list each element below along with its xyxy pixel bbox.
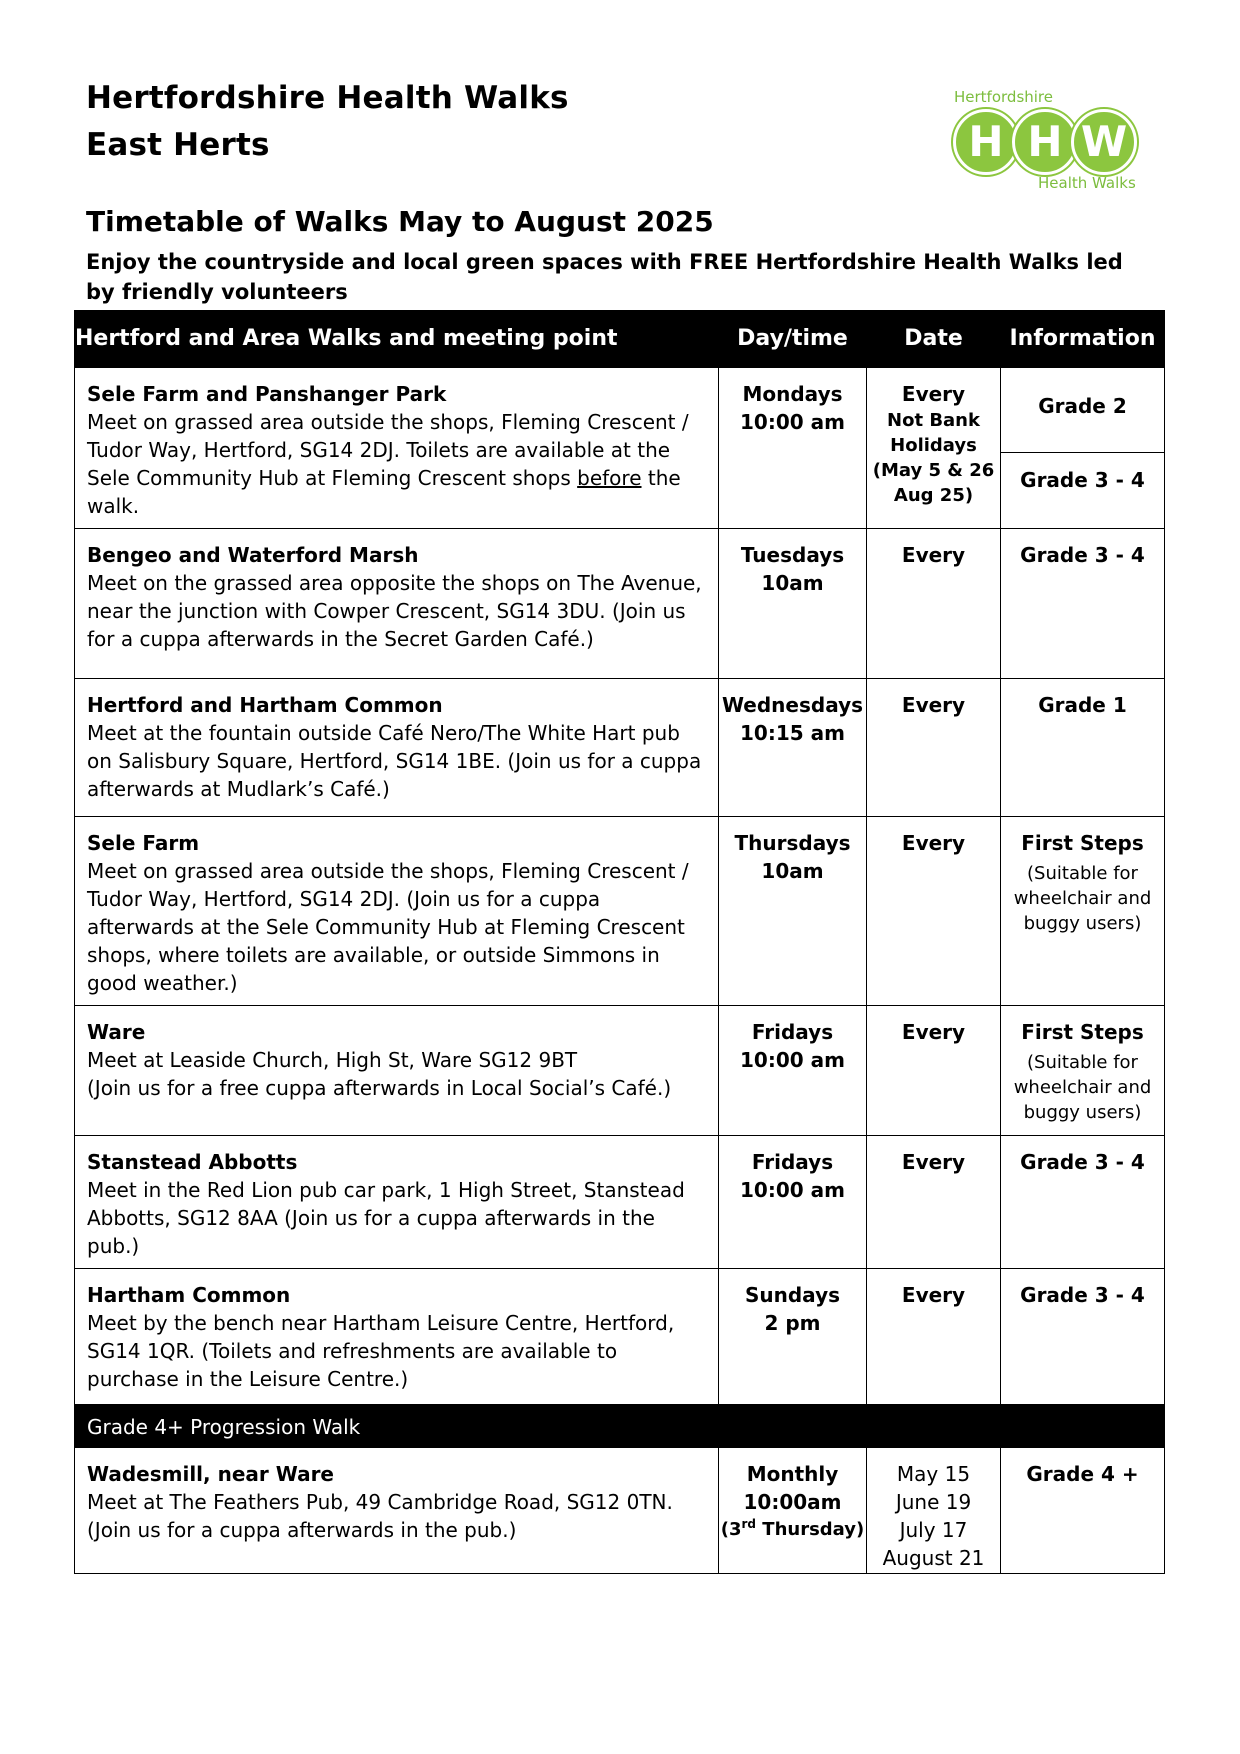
accessibility-note: (Suitable for wheelchair and buggy users): [1013, 863, 1152, 934]
grade-label: Grade 4 +: [1001, 1448, 1165, 1574]
walk-description: Meet by the bench near Hartham Leisure Centre, Hertford, SG14 1QR. (Toilets and refreshments are available to purchase in the Leisure Centre.): [87, 1311, 675, 1391]
walk-date: Every: [867, 1269, 1001, 1405]
walk-cell: [75, 368, 719, 529]
walks-timetable: [74, 310, 1165, 1574]
day-time-cell: [719, 368, 867, 529]
walk-date: May 15: [896, 1462, 971, 1486]
walk-day: Monthly: [746, 1462, 839, 1486]
table-header-row: [75, 311, 1165, 368]
grade-label: Grade 3 - 4: [1020, 468, 1145, 492]
day-time-cell: [719, 679, 867, 817]
column-header: Information: [1001, 311, 1165, 368]
walk-date: Every: [867, 817, 1001, 1006]
logo-letter-h2: H: [1012, 109, 1078, 175]
day-time-cell: [719, 1269, 867, 1405]
walk-cell: [75, 1006, 719, 1136]
walk-time: 10am: [761, 571, 824, 595]
bank-holiday-note: Not Bank Holidays (May 5 & 26 Aug 25): [872, 410, 995, 506]
walk-date: Every: [867, 1006, 1001, 1136]
day-time-cell: [719, 1006, 867, 1136]
walk-time: 10:00 am: [740, 1048, 845, 1072]
walk-time: 10:00am: [743, 1490, 842, 1514]
grade-label: First Steps: [1021, 1020, 1144, 1044]
walk-description-extra: (Join us for a free cuppa afterwards in Local Social’s Café.): [87, 1076, 672, 1100]
walk-name: Sele Farm and Panshanger Park: [87, 382, 447, 406]
logo-letter-h1: H: [953, 109, 1019, 175]
table-row: [75, 817, 1165, 1006]
walk-cell: [75, 1448, 719, 1574]
walk-date: Every: [901, 382, 966, 406]
day-time-cell: [719, 529, 867, 679]
table-row: [75, 1006, 1165, 1136]
grade-label: Grade 2: [1001, 380, 1164, 453]
walk-time: 2 pm: [764, 1311, 821, 1335]
walk-cell: [75, 529, 719, 679]
walk-time: 10:00 am: [740, 1178, 845, 1202]
walk-description: Meet in the Red Lion pub car park, 1 High Street, Stanstead Abbotts, SG12 8AA (Join us for a cuppa afterwards in the pub.): [87, 1178, 685, 1258]
walk-description-extra: (Join us for a cuppa afterwards in the pub.): [87, 1518, 517, 1542]
walk-name: Wadesmill, near Ware: [87, 1462, 334, 1486]
walk-day: Tuesdays: [740, 543, 845, 567]
walk-date: June 19: [895, 1490, 972, 1514]
table-row: [75, 679, 1165, 817]
page-subtitle-area: East Herts: [86, 127, 270, 163]
column-header: Hertford and Area Walks and meeting point: [75, 311, 719, 368]
walk-description: Meet at The Feathers Pub, 49 Cambridge Road, SG12 0TN.: [87, 1490, 673, 1514]
walk-day: Fridays: [751, 1020, 834, 1044]
walk-cell: [75, 1269, 719, 1405]
walk-date: July 17: [899, 1518, 968, 1542]
column-header: Date: [867, 311, 1001, 368]
walk-name: Hertford and Hartham Common: [87, 693, 443, 717]
walk-time: 10:15 am: [740, 721, 845, 745]
grade-label: Grade 3 - 4: [1001, 529, 1165, 679]
walk-day: Mondays: [742, 382, 843, 406]
walk-description: Meet on grassed area outside the shops, Fleming Crescent / Tudor Way, Hertford, SG14 2DJ. Toilets are available at the Sele Community Hub at Fleming Crescent shops before the walk.: [87, 410, 689, 518]
table-row: [75, 529, 1165, 679]
info-cell: [1001, 817, 1165, 1006]
grade-label: Grade 3 - 4: [1001, 1269, 1165, 1405]
table-row: [75, 368, 1165, 529]
walk-name: Stanstead Abbotts: [87, 1150, 298, 1174]
grade-label: Grade 3 - 4: [1001, 1136, 1165, 1269]
table-row: [75, 1448, 1165, 1574]
accessibility-note: (Suitable for wheelchair and buggy users): [1013, 1052, 1152, 1123]
timetable-heading: Timetable of Walks May to August 2025: [86, 205, 714, 238]
info-cell: [1001, 1006, 1165, 1136]
info-cell: [1001, 368, 1165, 529]
page-title: Hertfordshire Health Walks: [86, 80, 569, 116]
day-time-cell: [719, 1136, 867, 1269]
grade-label: First Steps: [1021, 831, 1144, 855]
walk-cell: [75, 679, 719, 817]
intro-text: Enjoy the countryside and local green spaces with FREE Hertfordshire Health Walks led by friendly volunteers: [86, 250, 1123, 304]
walk-name: Sele Farm: [87, 831, 200, 855]
walk-name: Ware: [87, 1020, 146, 1044]
walk-date: Every: [867, 529, 1001, 679]
walk-day: Sundays: [744, 1283, 841, 1307]
date-cell: [867, 368, 1001, 529]
walk-description: Meet at Leaside Church, High St, Ware SG12 9BT: [87, 1048, 578, 1072]
table-row: [75, 1269, 1165, 1405]
progression-band-label: Grade 4+ Progression Walk: [75, 1405, 1165, 1448]
day-time-cell: [719, 817, 867, 1006]
walk-description: Meet on grassed area outside the shops, Fleming Crescent / Tudor Way, Hertford, SG14 2DJ. (Join us for a cuppa afterwards at the Sele Community Hub at Fleming Crescent shops, where toilets are available, or outside Simmons in good weather.): [87, 859, 689, 995]
walk-date: August 21: [882, 1546, 985, 1570]
walk-time: 10:00 am: [740, 410, 845, 434]
logo-bottom-text: Health Walks: [1038, 174, 1136, 192]
day-time-cell: [719, 1448, 867, 1574]
walk-day: Thursdays: [734, 831, 851, 855]
logo-top-text: Hertfordshire: [954, 88, 1053, 106]
underlined-word: before: [577, 466, 642, 490]
table-row: [75, 1136, 1165, 1269]
walk-cell: [75, 1136, 719, 1269]
progression-band-row: [75, 1405, 1165, 1448]
walk-day: Fridays: [751, 1150, 834, 1174]
monthly-note: (3rd Thursday): [720, 1517, 865, 1540]
logo-letter-w: W: [1071, 109, 1137, 175]
walk-description: Meet at the fountain outside Café Nero/The White Hart pub on Salisbury Square, Hertford, SG14 1BE. (Join us for a cuppa afterwards at Mudlark’s Café.): [87, 721, 702, 801]
walk-time: 10am: [761, 859, 824, 883]
walk-description: Meet on the grassed area opposite the shops on The Avenue, near the junction with Cowper Crescent, SG14 3DU. (Join us for a cuppa afterwards in the Secret Garden Café.): [87, 571, 702, 651]
walk-date: Every: [867, 679, 1001, 817]
walk-name: Bengeo and Waterford Marsh: [87, 543, 419, 567]
dates-cell: [867, 1448, 1001, 1574]
walk-name: Hartham Common: [87, 1283, 291, 1307]
column-header: Day/time: [719, 311, 867, 368]
hhw-logo: [948, 88, 1148, 198]
walk-cell: [75, 817, 719, 1006]
walk-date: Every: [867, 1136, 1001, 1269]
grade-label: Grade 1: [1001, 679, 1165, 817]
walk-day: Wednesdays: [721, 693, 864, 717]
